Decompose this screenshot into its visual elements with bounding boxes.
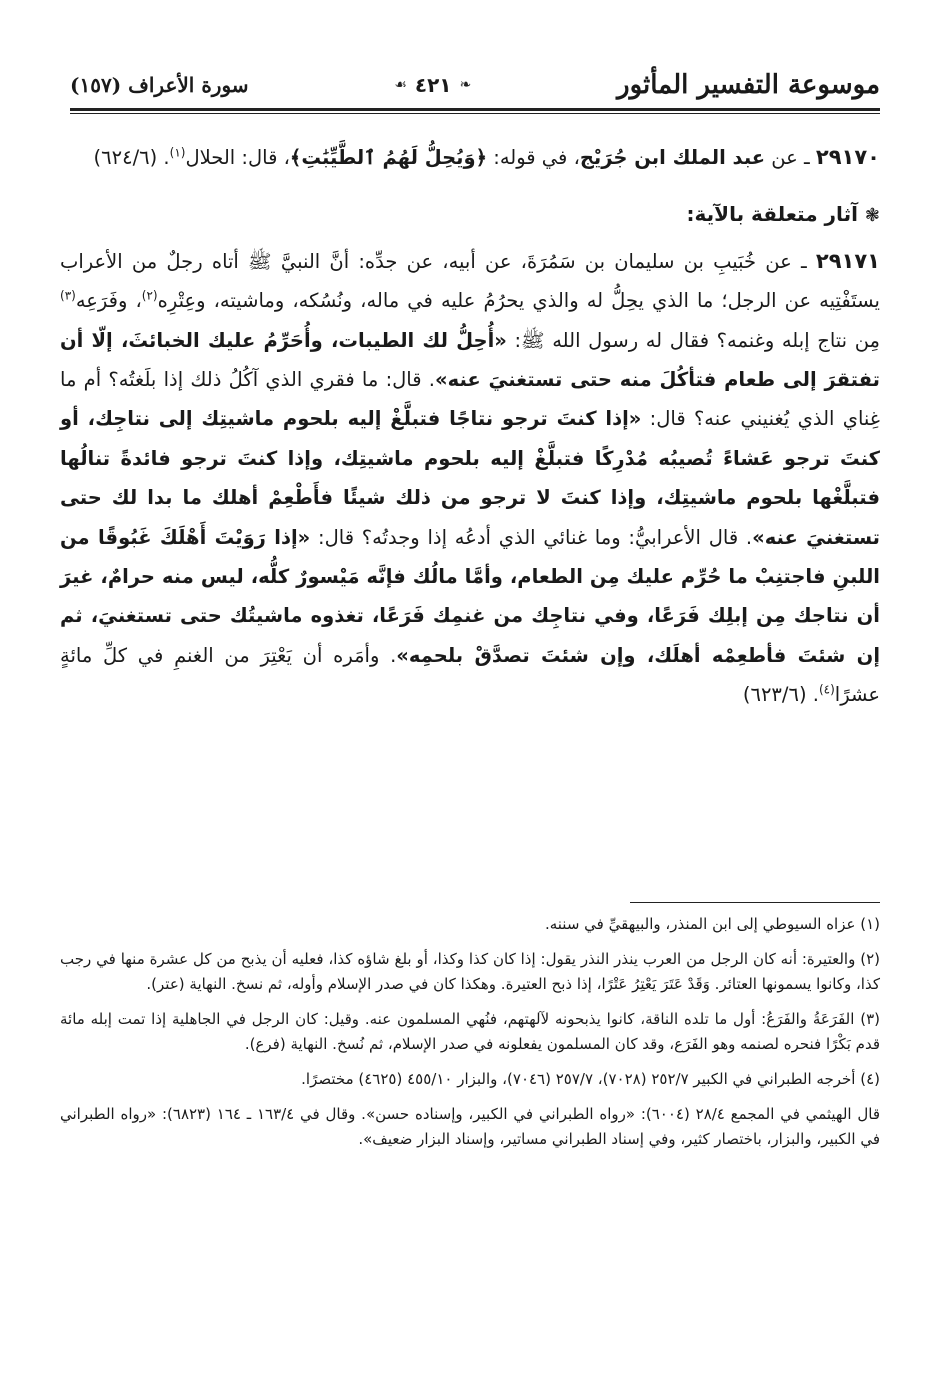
footnote-rule [630, 902, 880, 903]
athar-number: ٢٩١٧١ [815, 248, 880, 273]
footnotes [60, 912, 880, 1162]
main-text [60, 138, 880, 733]
page-header [70, 62, 880, 108]
text-segment: . [157, 146, 170, 169]
footnote-3: (٣) الفَرَعَةُ والفَرَعُ: أول ما تلده الناقة، كانوا يذبحونه لآلهتهم، فنُهي المسلمون عنه. وقيل: كان الرجل في الجاهلية إذا تمت إبله مائة قدم بَكْرًا فنحره لصنمه وهو الفَرَع، وقد كان المسلمون يفعلونه في صدر الإسلام، ثم نُسخ. النهاية (فرع). [60, 1010, 880, 1053]
athar-number: ٢٩١٧٠ [815, 145, 880, 169]
text-segment: . قال الأعرابيُّ: وما غنائي الذي أدعُه إذا وجدتُه؟ قال: [310, 525, 753, 549]
section-heading-text: آثار متعلقة بالآية: [686, 202, 858, 227]
header-rule-thin [70, 113, 880, 114]
footnote-marker: (١) [169, 145, 186, 160]
volume-page-ref: (٦٢٤/٦) [93, 146, 158, 169]
text-segment: . قال: ما فقري الذي آكُلُ ذلك إذا بلَغتُه؟ أم ما غِناي الذي يُغنيني عنه؟ قال: [60, 368, 880, 431]
surah-title: سورة الأعراف (١٥٧) [70, 73, 249, 97]
text-segment: ، قال: الحلال [185, 146, 290, 169]
text-segment: . وأمَره أن يَعْتِرَ من الغنمِ في كلِّ مائةٍ عشرًا [60, 643, 880, 707]
footnote-2: (٢) والعتيرة: أنه كان الرجل من العرب ينذر النذر يقول: إذا كان كذا وكذا، أو بلغ شاؤه كذا، فعليه أن يذبح من كل عشرة منها في رجب كذا، وكانوا يسمونها العتائر. وَقَدْ عَتَرَ يَعْتِرُ عَتْرًا، إذا ذبح العتيرة. وهكذا كان في صدر الإسلام وأوله، ثم نسخ. النهاية (عتر). [60, 950, 880, 993]
section-heading [60, 195, 880, 235]
flower-icon: ❃ [864, 205, 880, 227]
footnote-4-cont: قال الهيثمي في المجمع ٢٨/٤ (٦٠٠٤): «رواه الطبراني في الكبير، وإسناده حسن». وقال في ١٦٣/٤ ـ ١٦٤ (٦٨٢٣): «رواه الطبراني في الكبير، والبزار، باختصار كثير، وفي إسناد الطبراني مساتير، وإسناد البزار ضعيف». [60, 1105, 881, 1148]
page-number-group [394, 73, 471, 97]
narrator-name: عبد الملك ابن جُرَيْج [579, 146, 766, 169]
text-segment: ـ عن [765, 146, 816, 169]
page-number: ٤٢١ [414, 73, 452, 97]
text-segment: ـ عن خُبَيبِ بن سليمان بن سَمُرَةَ، عن أبيه، عن جدِّه: أنَّ النبيَّ ﷺ أتاه رجلٌ من الأعراب يستَفْتِيه عن الرجل؛ ما الذي يحِلُّ له والذي يحرُمُ عليه في ماله، ونُسُكه، وماشيته، وعِتْرِه [60, 249, 880, 313]
ornament-icon: ☙ [394, 77, 407, 93]
hadith-quote: «أُحِلُّ لك الطيبات، وأُحَرِّمُ عليك الخبائثَ، إلّا أن تفتقرَ إلى طعام فتأكُلَ منه حتى تستغنيَ عنه» [60, 328, 880, 392]
footnote-4: (٤) أخرجه الطبراني في الكبير ٢٥٢/٧ (٧٠٢٨)، ٢٥٧/٧ (٧٠٤٦)، والبزار ٤٥٥/١٠ (٤٦٢٥) مختصرًا. [301, 1070, 880, 1088]
text-segment: مِن نتاج إبله وغنمه؟ فقال له رسول الله ﷺ: [506, 328, 880, 352]
footnote-marker: (٤) [818, 682, 835, 697]
text-segment: . [806, 683, 819, 707]
quran-verse: ﴿وَيُحِلُّ لَهُمُ ٱلطَّيِّبَٰتِ﴾ [289, 146, 488, 169]
footnote-marker: (٣) [60, 288, 76, 303]
footnote-1: (١) عزاه السيوطي إلى ابن المنذر، والبيهقيِّ في سننه. [544, 915, 880, 933]
series-title: موسوعة التفسير المأثور [617, 70, 880, 100]
hadith-quote: «إذا رَوَيْتَ أَهْلَكَ غَبُوقًا من اللبنِ فاجتنِبْ ما حُرِّم عليك مِن الطعام، وأمَّا مالُك فإنَّه مَيْسورٌ كلُّه، ليس منه حرامٌ، غيرَ أن نتاجك مِن إبلِك فَرَعًا، وفي نتاجِك من غنمِك فَرَعًا، تغذوه ماشيتُك حتى تستغنيَ، ثم إن شئتَ فأطعِمْه أهلَك، وإن شئتَ تصدَّقْ بلحمِه» [60, 525, 880, 667]
athar-29171 [60, 242, 880, 715]
athar-29170 [60, 138, 880, 177]
header-rule [70, 108, 880, 111]
text-segment: ، وفَرَعِه [75, 289, 142, 313]
footnote-marker: (٢) [141, 288, 158, 303]
volume-page-ref: (٦٢٣/٦) [742, 683, 807, 707]
ornament-icon: ❧ [459, 77, 472, 93]
hadith-quote: «إذا كنتَ ترجو نتاجًا فتبلَّغْ إليه بلحوم ماشيتِك إلى نتاجِك، أو كنتَ ترجو عَشاءً تُصيبُه مُدْرِكًا فتبلَّغْ إليه بلحوم ماشيتِك، وإذا كنتَ ترجو فائدةً تنالُها فتبلَّغْها بلحوم ماشيتِك، وإذا كنتَ لا ترجو من ذلك شيئًا فأَطْعِمْ أهلك ما بدا لك حتى تستغنيَ عنه» [60, 407, 881, 549]
text-segment: ، في قوله: [487, 146, 580, 169]
